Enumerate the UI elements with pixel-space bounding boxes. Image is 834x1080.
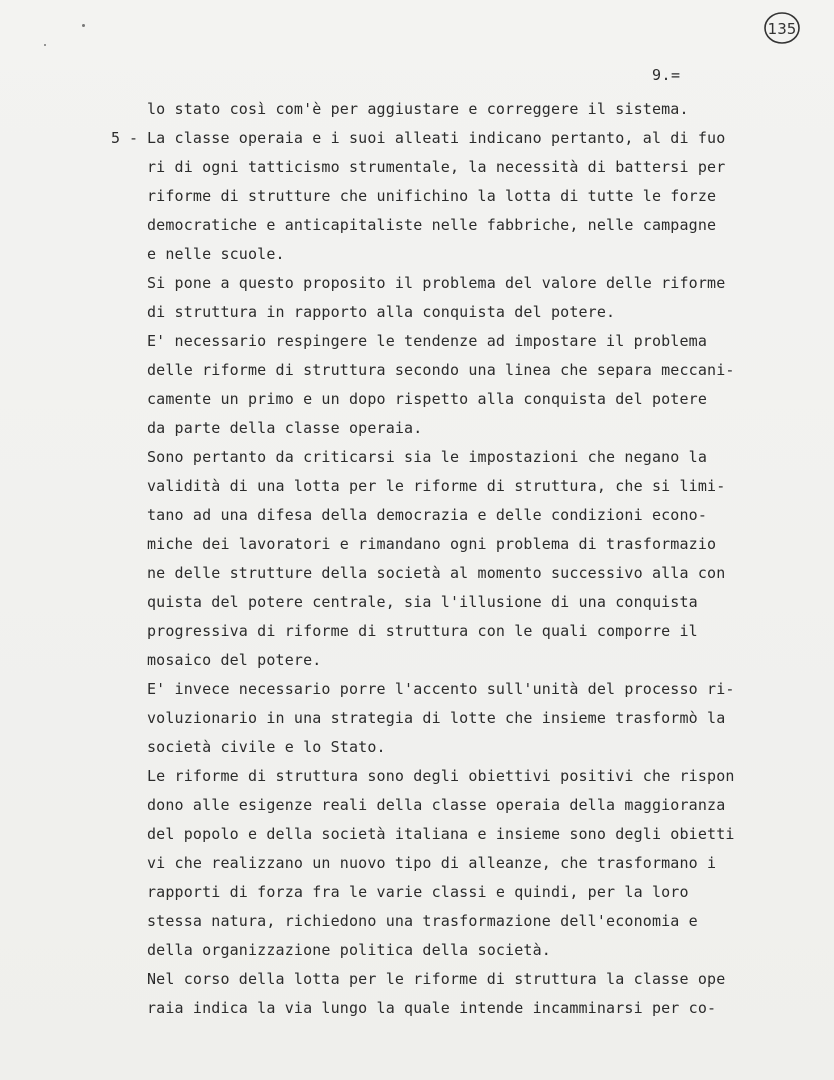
text-line: del popolo e della società italiana e insieme sono degli obietti [147, 825, 735, 843]
page-number: 9.= [652, 66, 681, 84]
text-line: riforme di strutture che unifichino la lotta di tutte le forze [147, 187, 717, 205]
text-line: Sono pertanto da criticarsi sia le impostazioni che negano la [147, 448, 708, 466]
text-line: quista del potere centrale, sia l'illusione di una conquista [147, 593, 698, 611]
text-line: da parte della classe operaia. [147, 419, 423, 437]
text-line: dono alle esigenze reali della classe operaia della maggioranza [147, 796, 726, 814]
text-line: rapporti di forza fra le varie classi e quindi, per la loro [147, 883, 689, 901]
text-line: validità di una lotta per le riforme di struttura, che si limi- [147, 477, 726, 495]
text-line: mosaico del potere. [147, 651, 322, 669]
text-line: società civile e lo Stato. [147, 738, 386, 756]
text-line: lo stato così com'è per aggiustare e correggere il sistema. [147, 100, 689, 118]
text-line: di struttura in rapporto alla conquista del potere. [147, 303, 616, 321]
text-line: Nel corso della lotta per le riforme di struttura la classe ope [147, 970, 726, 988]
text-line: ri di ogni tatticismo strumentale, la necessità di battersi per [147, 158, 726, 176]
text-line: ne delle strutture della società al momento successivo alla con [147, 564, 726, 582]
text-line: Si pone a questo proposito il problema del valore delle riforme [147, 274, 726, 292]
text-line: La classe operaia e i suoi alleati indicano pertanto, al di fuo [147, 129, 726, 147]
paper-speck [82, 24, 85, 27]
paper-speck [44, 44, 46, 46]
text-line: Le riforme di struttura sono degli obiettivi positivi che rispon [147, 767, 735, 785]
text-line: raia indica la via lungo la quale intende incamminarsi per co- [147, 999, 717, 1017]
archive-stamp [762, 10, 802, 46]
archive-stamp-circle [762, 10, 802, 46]
text-line: stessa natura, richiedono una trasformazione dell'economia e [147, 912, 698, 930]
text-line: delle riforme di struttura secondo una linea che separa meccani- [147, 361, 735, 379]
text-line: democratiche e anticapitaliste nelle fabbriche, nelle campagne [147, 216, 717, 234]
text-line: miche dei lavoratori e rimandano ogni problema di trasformazio [147, 535, 717, 553]
text-line: vi che realizzano un nuovo tipo di alleanze, che trasformano i [147, 854, 717, 872]
text-line: progressiva di riforme di struttura con le quali comporre il [147, 622, 698, 640]
typewritten-text [147, 95, 777, 1023]
text-line: E' necessario respingere le tendenze ad impostare il problema [147, 332, 708, 350]
archive-number-text: 135 [767, 20, 797, 38]
text-line: voluzionario in una strategia di lotte che insieme trasformò la [147, 709, 726, 727]
text-line: della organizzazione politica della società. [147, 941, 551, 959]
text-line: tano ad una difesa della democrazia e delle condizioni econo- [147, 506, 708, 524]
text-line: camente un primo e un dopo rispetto alla conquista del potere [147, 390, 708, 408]
section-number: 5 - [111, 129, 139, 147]
text-line: E' invece necessario porre l'accento sull'unità del processo ri- [147, 680, 735, 698]
text-line: e nelle scuole. [147, 245, 285, 263]
